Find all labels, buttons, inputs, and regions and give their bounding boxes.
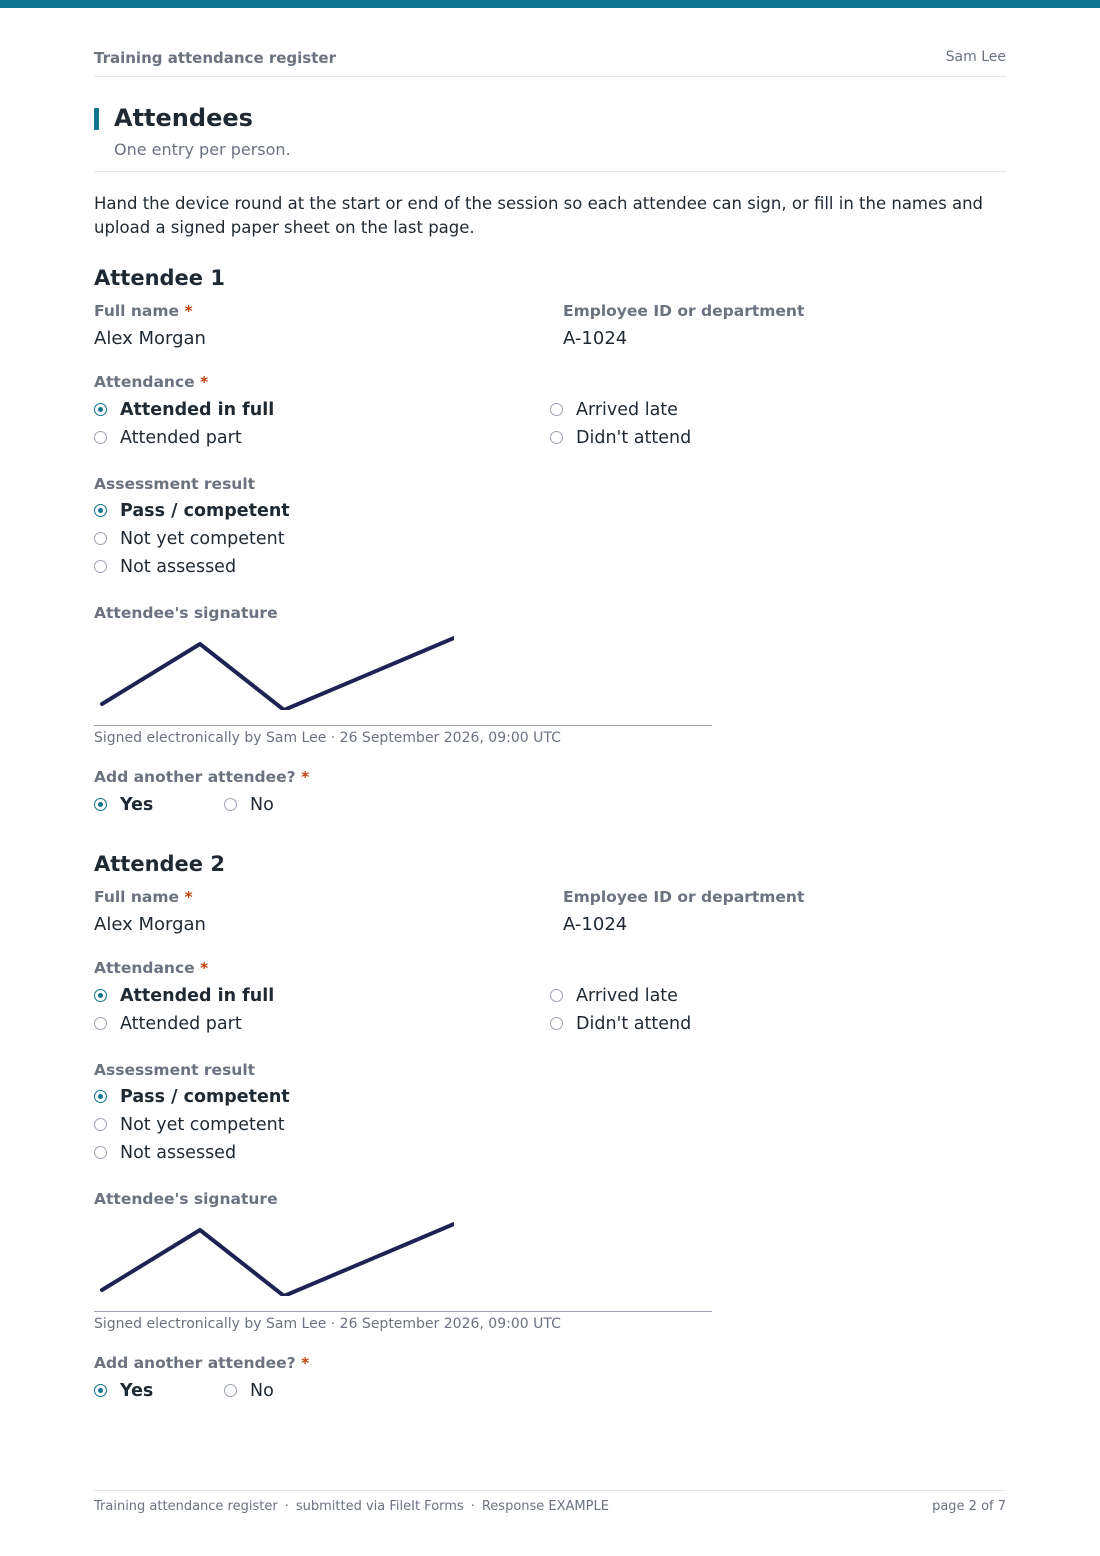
page-footer: [94, 1490, 1006, 1521]
radio-selected-icon: [94, 1090, 107, 1103]
signature-meta: Signed electronically by Sam Lee · 26 September 2026, 09:00 UTC: [94, 730, 561, 746]
signature-drawing: [94, 630, 454, 710]
radio-empty-icon: [94, 1017, 107, 1030]
radio-empty-icon: [94, 431, 107, 444]
required-marker: *: [200, 959, 209, 977]
footer-submitted: submitted via FileIt Forms: [295, 1499, 464, 1514]
employee-id-label: Employee ID or department: [563, 302, 805, 320]
employee-id-label: Employee ID or department: [563, 888, 805, 906]
required-marker: *: [184, 302, 193, 320]
attendance-label: Attendance *: [94, 959, 209, 977]
radio-empty-icon: [550, 1017, 563, 1030]
attendance-label: Attendance *: [94, 373, 209, 391]
assessment-label: Assessment result: [94, 475, 256, 493]
footer-info: Training attendance register · submitted via FileIt Forms · Response EXAMPLE: [94, 1499, 609, 1514]
attendee-heading: Attendee 2: [94, 852, 225, 876]
signature-meta: Signed electronically by Sam Lee · 26 September 2026, 09:00 UTC: [94, 1316, 561, 1332]
attendee-block-1: Attendee 1 Full name * Alex Morgan Employee ID or department A-1024 Attendance * Attended in full Arrived late Attended part Didn't attend Assessment result Pass / competent Not yet competent Not assessed Attendee's signature Signed electronically by Sam Lee · 26 September 2026, 09:00 UTC Add another attendee? * Yes No: [94, 266, 805, 815]
form-title: Training attendance register: [94, 49, 336, 67]
required-marker: *: [184, 888, 193, 906]
page-header: [94, 48, 1006, 77]
required-marker: *: [301, 1354, 310, 1372]
add-another-label: Add another attendee? *: [94, 1354, 310, 1372]
assessment-label: Assessment result: [94, 1061, 256, 1079]
add-another-label: Add another attendee? *: [94, 768, 310, 786]
radio-empty-icon: [224, 798, 237, 811]
section-subtitle: One entry per person.: [114, 140, 291, 159]
footer-form-name: Training attendance register: [94, 1499, 278, 1514]
radio-empty-icon: [224, 1384, 237, 1397]
signature-baseline: [94, 725, 712, 726]
employee-id-value[interactable]: A-1024: [563, 914, 628, 935]
employee-id-value[interactable]: A-1024: [563, 328, 628, 349]
full-name-value[interactable]: Alex Morgan: [94, 328, 206, 349]
radio-selected-icon: [94, 798, 107, 811]
full-name-label: Full name *: [94, 888, 193, 906]
radio-selected-icon: [94, 989, 107, 1002]
radio-empty-icon: [94, 560, 107, 573]
radio-empty-icon: [550, 431, 563, 444]
radio-empty-icon: [94, 1118, 107, 1131]
page-number: page 2 of 7: [932, 1499, 1006, 1514]
radio-selected-icon: [94, 504, 107, 517]
required-marker: *: [301, 768, 310, 786]
radio-empty-icon: [550, 989, 563, 1002]
radio-selected-icon: [94, 1384, 107, 1397]
footer-response: Response EXAMPLE: [481, 1499, 609, 1514]
radio-selected-icon: [94, 403, 107, 416]
current-user: Sam Lee: [945, 49, 1006, 65]
required-marker: *: [200, 373, 209, 391]
section-header: [94, 104, 1006, 172]
radio-empty-icon: [94, 1146, 107, 1159]
signature-label: Attendee's signature: [94, 1190, 278, 1208]
section-intro-text: Hand the device round at the start or end of the session so each attendee can sign, or fill in the names and upload a signed paper sheet on the last page.: [94, 194, 984, 237]
signature-drawing: [94, 1216, 454, 1296]
radio-empty-icon: [94, 532, 107, 545]
attendee-block-2: Attendee 2 Full name * Alex Morgan Employee ID or department A-1024 Attendance * Attended in full Arrived late Attended part Didn't attend Assessment result Pass / competent Not yet competent Not assessed Attendee's signature Signed electronically by Sam Lee · 26 September 2026, 09:00 UTC Add another attendee? * Yes No: [94, 852, 805, 1401]
signature-baseline: [94, 1311, 712, 1312]
full-name-label: Full name *: [94, 302, 193, 320]
top-accent-bar: [0, 0, 1100, 8]
full-name-value[interactable]: Alex Morgan: [94, 914, 206, 935]
signature-label: Attendee's signature: [94, 604, 278, 622]
attendee-heading: Attendee 1: [94, 266, 225, 290]
section-title: Attendees: [114, 104, 253, 132]
radio-empty-icon: [550, 403, 563, 416]
section-accent-marker: [94, 108, 99, 130]
